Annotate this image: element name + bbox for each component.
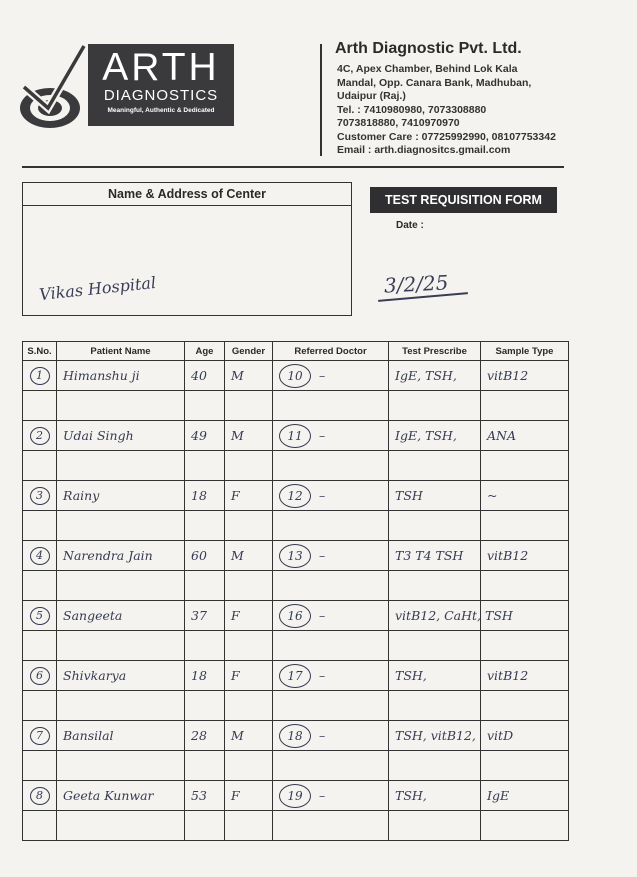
- table-row: [23, 721, 569, 751]
- doctor-circle: 10: [279, 364, 311, 388]
- table-row: [23, 481, 569, 511]
- cell-sno: [23, 721, 57, 751]
- header-age: Age: [185, 342, 225, 361]
- doctor-circle: 11: [279, 424, 311, 448]
- date-value: 3/2/25: [383, 270, 449, 298]
- customer-care-line: Customer Care : 07725992990, 08107753342: [337, 130, 556, 143]
- cell-gender: M: [225, 361, 273, 391]
- table-row: [23, 421, 569, 451]
- cell-patient-name: Geeta Kunwar: [57, 781, 185, 811]
- doctor-circle: 12: [279, 484, 311, 508]
- cell-gender: F: [225, 661, 273, 691]
- sno-circle: 6: [30, 667, 50, 685]
- cell-referred-doctor: 19 –: [273, 781, 389, 811]
- logo-subtitle: DIAGNOSTICS: [103, 87, 219, 104]
- table-row-blank: [23, 751, 569, 781]
- phone-line: Tel. : 7410980980, 7073308880: [337, 103, 487, 116]
- center-handwritten-name: Vikas Hospital: [38, 272, 157, 305]
- cell-sno: [23, 661, 57, 691]
- cell-age: 18: [185, 661, 225, 691]
- doctor-circle: 19: [279, 784, 311, 808]
- cell-age: 18: [185, 481, 225, 511]
- cell-patient-name: Rainy: [57, 481, 185, 511]
- cell-referred-doctor: 13 –: [273, 541, 389, 571]
- header-sample-type: Sample Type: [481, 342, 569, 361]
- cell-sample-type: IgE: [481, 781, 569, 811]
- cell-sno: [23, 481, 57, 511]
- header-gender: Gender: [225, 342, 273, 361]
- doctor-circle: 18: [279, 724, 311, 748]
- cell-patient-name: Narendra Jain: [57, 541, 185, 571]
- address-line: Udaipur (Raj.): [337, 90, 406, 102]
- address-line: 4C, Apex Chamber, Behind Lok Kala: [337, 63, 518, 75]
- cell-sno: [23, 541, 57, 571]
- cell-patient-name: Shivkarya: [57, 661, 185, 691]
- company-address: [337, 63, 556, 158]
- cell-age: 53: [185, 781, 225, 811]
- patient-table: [22, 341, 569, 841]
- date-label: Date :: [396, 220, 424, 231]
- cell-age: 28: [185, 721, 225, 751]
- table-row: [23, 661, 569, 691]
- logo-tagline: Meaningful, Authentic & Dedicated: [107, 107, 215, 114]
- cell-referred-doctor: 12 –: [273, 481, 389, 511]
- logo-brand: ARTH: [102, 46, 220, 89]
- cell-gender: F: [225, 481, 273, 511]
- header-divider: [320, 44, 322, 156]
- phone-line: 7073818880, 7410970970: [337, 117, 460, 129]
- cell-referred-doctor: 10 –: [273, 361, 389, 391]
- cell-age: 60: [185, 541, 225, 571]
- cell-test-prescribe: IgE, TSH,: [389, 421, 481, 451]
- header-patient-name: Patient Name: [57, 342, 185, 361]
- cell-test-prescribe: vitB12, CaHt, TSH: [389, 601, 481, 631]
- cell-sno: [23, 781, 57, 811]
- table-row-blank: [23, 511, 569, 541]
- table-row: [23, 361, 569, 391]
- cell-test-prescribe: TSH,: [389, 661, 481, 691]
- cell-age: 49: [185, 421, 225, 451]
- cell-sample-type: vitB12: [481, 541, 569, 571]
- doctor-circle: 13: [279, 544, 311, 568]
- table-row-blank: [23, 631, 569, 661]
- logo-target-icon: [18, 42, 88, 132]
- cell-sno: [23, 361, 57, 391]
- cell-gender: M: [225, 421, 273, 451]
- cell-referred-doctor: 18 –: [273, 721, 389, 751]
- cell-referred-doctor: 17 –: [273, 661, 389, 691]
- cell-age: 40: [185, 361, 225, 391]
- table-row-blank: [23, 571, 569, 601]
- cell-sno: [23, 421, 57, 451]
- table-header-row: [23, 342, 569, 361]
- sno-circle: 3: [30, 487, 50, 505]
- center-address-box: [22, 182, 352, 316]
- cell-patient-name: Bansilal: [57, 721, 185, 751]
- cell-test-prescribe: T3 T4 TSH: [389, 541, 481, 571]
- table-row-blank: [23, 451, 569, 481]
- header-test-prescribe: Test Prescribe: [389, 342, 481, 361]
- cell-sample-type: ~: [481, 481, 569, 511]
- cell-patient-name: Udai Singh: [57, 421, 185, 451]
- sno-circle: 2: [30, 427, 50, 445]
- header-sno: S.No.: [23, 342, 57, 361]
- center-title: Name & Address of Center: [23, 183, 351, 206]
- cell-referred-doctor: 11 –: [273, 421, 389, 451]
- table-row: [23, 781, 569, 811]
- cell-referred-doctor: 16 –: [273, 601, 389, 631]
- sno-circle: 8: [30, 787, 50, 805]
- cell-sno: [23, 601, 57, 631]
- table-row-blank: [23, 391, 569, 421]
- cell-sample-type: vitB12: [481, 361, 569, 391]
- doctor-circle: 16: [279, 604, 311, 628]
- cell-test-prescribe: IgE, TSH,: [389, 361, 481, 391]
- logo: [88, 44, 234, 126]
- form-title-badge: TEST REQUISITION FORM: [370, 187, 557, 213]
- cell-patient-name: Himanshu ji: [57, 361, 185, 391]
- email-line: Email : arth.diagnositcs.gmail.com: [337, 144, 511, 156]
- cell-test-prescribe: TSH: [389, 481, 481, 511]
- cell-gender: M: [225, 721, 273, 751]
- doctor-circle: 17: [279, 664, 311, 688]
- cell-gender: M: [225, 541, 273, 571]
- table-row: [23, 541, 569, 571]
- header-rule: [22, 166, 564, 168]
- sno-circle: 4: [30, 547, 50, 565]
- cell-test-prescribe: TSH,: [389, 781, 481, 811]
- cell-sample-type: ANA: [481, 421, 569, 451]
- cell-sample-type: vitD: [481, 721, 569, 751]
- cell-age: 37: [185, 601, 225, 631]
- sno-circle: 7: [30, 727, 50, 745]
- company-name: Arth Diagnostic Pvt. Ltd.: [335, 40, 522, 57]
- sno-circle: 1: [30, 367, 50, 385]
- header-referred-doctor: Referred Doctor: [273, 342, 389, 361]
- sno-circle: 5: [30, 607, 50, 625]
- cell-sample-type: vitB12: [481, 661, 569, 691]
- table-row-blank: [23, 691, 569, 721]
- table-row-blank: [23, 811, 569, 841]
- table-row: [23, 601, 569, 631]
- cell-test-prescribe: TSH, vitB12,: [389, 721, 481, 751]
- address-line: Mandal, Opp. Canara Bank, Madhuban,: [337, 76, 532, 89]
- cell-gender: F: [225, 601, 273, 631]
- cell-gender: F: [225, 781, 273, 811]
- cell-patient-name: Sangeeta: [57, 601, 185, 631]
